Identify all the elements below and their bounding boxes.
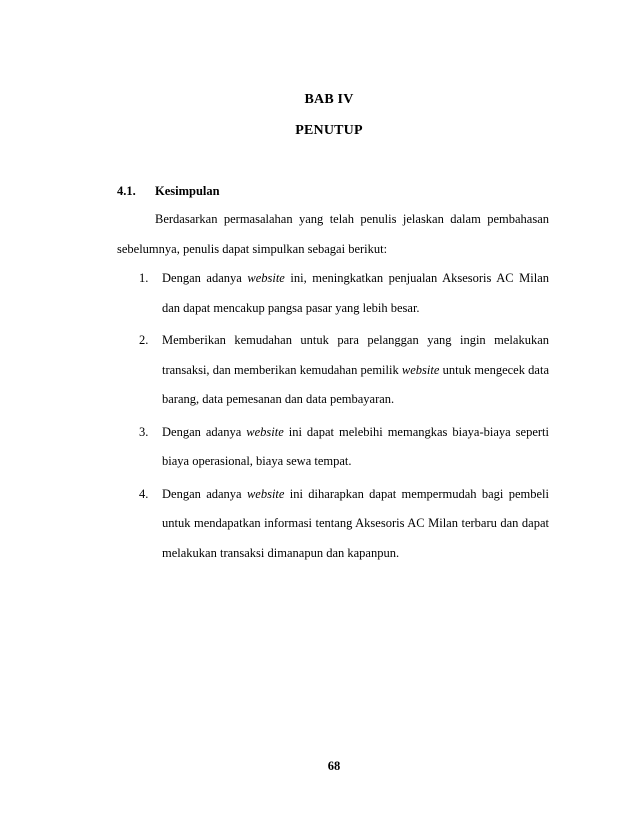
- list-item: [117, 264, 549, 323]
- list-item: [117, 480, 549, 569]
- list-item: [117, 326, 549, 415]
- list-item-text: Dengan adanya website ini dapat melebihi memangkas biaya-biaya seperti biaya operasional, biaya sewa tempat.: [162, 424, 549, 468]
- list-item-number: 4.: [139, 486, 149, 501]
- chapter-subtitle: PENUTUP: [295, 123, 363, 138]
- list-item-text: Memberikan kemudahan untuk para pelanggan yang ingin melakukan transaksi, dan memberikan kemudahan pemilik website untuk mengecek data barang, data pemesanan dan data pembayaran.: [162, 333, 549, 406]
- page-number: 68: [327, 759, 341, 773]
- list-item-number: 3.: [139, 424, 149, 439]
- conclusion-list: [117, 264, 549, 568]
- list-item-text: Dengan adanya website ini, meningkatkan penjualan Aksesoris AC Milan dan dapat mencakup pangsa pasar yang lebih besar.: [162, 271, 549, 315]
- list-item-text: Dengan adanya website ini diharapkan dapat mempermudah bagi pembeli untuk mendapatkan informasi tentang Aksesoris AC Milan terbaru dan dapat melakukan transaksi dimanapun dan kapanpun.: [162, 486, 549, 560]
- list-item-number: 1.: [139, 271, 149, 285]
- list-item-number: 2.: [139, 333, 149, 347]
- chapter-title: BAB IV: [304, 92, 354, 107]
- section-title: Kesimpulan: [155, 184, 220, 198]
- list-item: [117, 418, 549, 477]
- section-number: 4.1.: [117, 184, 136, 198]
- intro-paragraph: Berdasarkan permasalahan yang telah penulis jelaskan dalam pembahasan sebelumnya, penulis dapat simpulkan sebagai berikut:: [117, 212, 549, 256]
